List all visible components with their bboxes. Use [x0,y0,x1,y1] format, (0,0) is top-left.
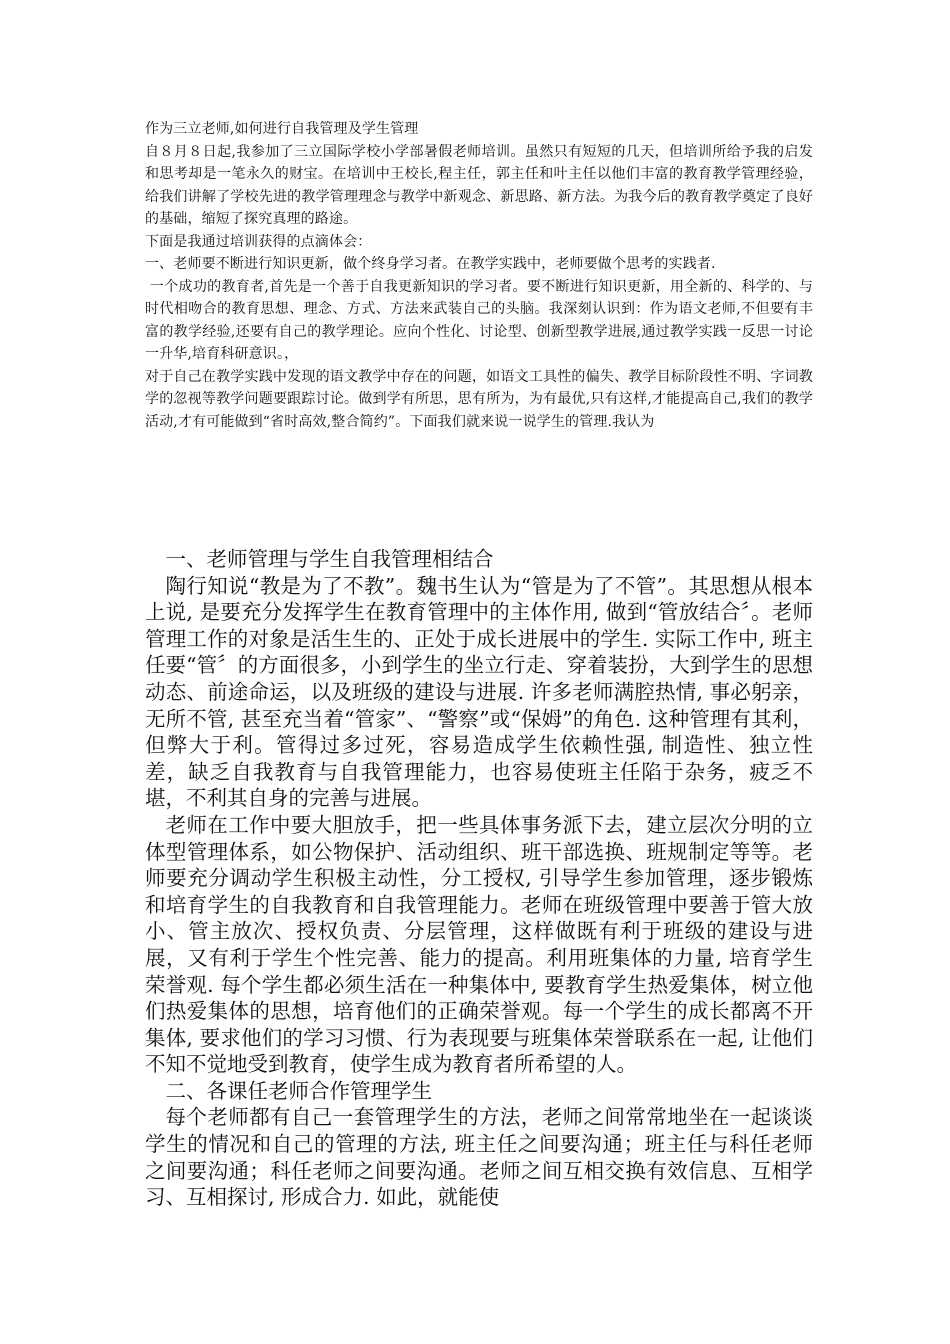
paragraph-research: 对于自己在教学实践中发现的语文教学中存在的问题，如语文工具性的偏失、教学目标阶段性不明、字词教学的忽视等教学问题要跟踪讨论。做到学有所思，思有所为，为有最优,只有这样,才能提高自己,我们的教学活动,才有可能做到“省时高效,整合简约”。下面我们就来说一说学生的管理.我认为 [145,368,813,430]
document-title: 作为三立老师,如何进行自我管理及学生管理 [145,121,419,137]
heading-two: 二、各课任老师合作管理学生 [165,1078,432,1103]
paragraph-delegate: 老师在工作中要大胆放手，把一些具体事务派下去，建立层次分明的立体型管理体系，如公物保护、活动组织、班干部选换、班规制定等等。老师要充分调动学生积极主动性，分工授权, 引导学生参加管理，逐步锻炼和培育学生的自我教育和自我管理能力。老师在班级管理中要善于管大放小、管主放次、授权负责、分层管理，这样做既有利于班级的建设与进展，又有利于学生个性完善、能力的提高。利用班集体的力量, 培育学生荣誉观. 每个学生都必须生活在一种集体中, 要教育学生热爱集体，树立他们热爱集体的思想，培育他们的正确荣誉观。每一个学生的成长都离不开集体, 要求他们的学习习惯、行为表现要与班集体荣誉联系在一起, 让他们不知不觉地受到教育，使学生成为教育者所希望的人。 [145,812,813,1077]
intro-section [145,118,813,433]
intro-paragraph: 自８月８日起,我参加了三立国际学校小学部暑假老师培训。虽然只有短短的几天，但培训所给予我的启发和思考却是一笔永久的财宝。在培训中王校长,程主任，郭主任和叶主任以他们丰富的教育教学管理经验，给我们讲解了学校先进的教学管理理念与教学中新观念、新思路、新方法。为我今后的教育教学奠定了良好的基础，缩短了探究真理的路途。 [145,143,813,227]
heading-one: 一、老师管理与学生自我管理相结合 [165,547,494,571]
paragraph-cooperate: 每个老师都有自己一套管理学生的方法，老师之间常常地坐在一起谈谈学生的情况和自己的管理的方法, 班主任之间要沟通；班主任与科任老师之间要沟通；科任老师之间要沟通。老师之间互相交换有效信息、互相学习、互相探讨, 形成合力. 如此，就能使 [145,1105,813,1210]
lead-line: 下面是我通过培训获得的点滴体会： [145,233,372,250]
management-section [145,546,813,1211]
point-one: 一、老师要不断进行知识更新，做个终身学习者。在教学实践中，老师要做个思考的实践者. [145,256,716,272]
paragraph-learner: 一个成功的教育者,首先是一个善于自我更新知识的学习者。要不断进行知识更新，用全新的、科学的、与时代相吻合的教育思想、理念、方式、方法来武装自己的头脑。我深刻认识到：作为语文老师,不但要有丰富的教学经验,还要有自己的教学理论。应向个性化、讨论型、创新型教学进展,通过教学实践一反思一讨论一升华,培育科研意识。， [145,278,813,362]
paragraph-combine: 陶行知说“教是为了不教”。魏书生认为“管是为了不管”。其思想从根本上说, 是要充分发挥学生在教育管理中的主体作用, 做到“管放结合〞。老师管理工作的对象是活生生的、正处于成长进展中的学生. 实际工作中, 班主任要“管〞的方面很多，小到学生的坐立行走、穿着装扮，大到学生的思想动态、前途命运，以及班级的建设与进展. 许多老师满腔热情, 事必躬亲，无所不管, 甚至充当着“管家”、“警察”或“保姆”的角色. 这种管理有其利，但弊大于利。管得过多过死，容易造成学生依赖性强, 制造性、独立性差，缺乏自我教育与自我管理能力，也容易使班主任陷于杂务，疲乏不堪，不利其自身的完善与进展。 [145,573,813,811]
